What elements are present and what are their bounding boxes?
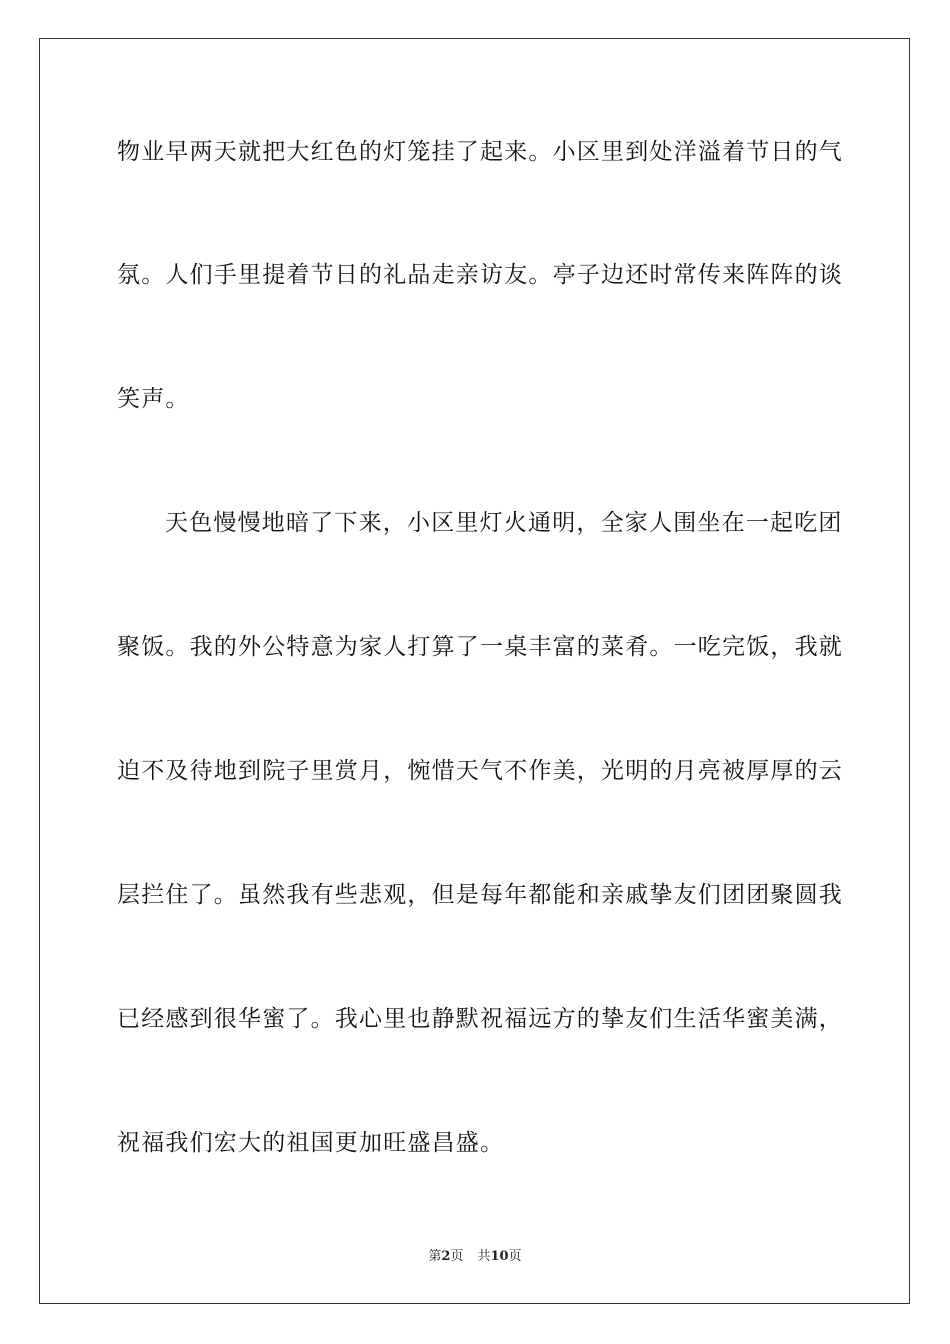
paragraph-2-line-6: 祝福我们宏大的祖国更加旺盛昌盛。 [117,1130,505,1156]
paragraph-2-line-3: 迫不及待地到院子里赏月，惋惜天气不作美，光明的月亮被厚厚的云 [117,758,843,784]
footer-total-pages: 10 [490,1249,509,1264]
page-footer [0,1248,950,1266]
paragraph-1-line-2: 氛。人们手里提着节日的礼品走亲访友。亭子边还时常传来阵阵的谈 [117,262,843,288]
paragraph-1-line-1: 物业早两天就把大红色的灯笼挂了起来。小区里到处洋溢着节日的气 [117,139,843,165]
paragraph-2-line-5: 已经感到很华蜜了。我心里也静默祝福远方的挚友们生活华蜜美满， [117,1006,843,1032]
paragraph-1-line-3: 笑声。 [117,386,190,412]
paragraph-2-line-4: 层拦住了。虽然我有些悲观，但是每年都能和亲戚挚友们团团聚圆我 [117,882,843,908]
footer-page-suffix: 页 [450,1249,464,1264]
paragraph-2-line-1: 天色慢慢地暗了下来，小区里灯火通明，全家人围坐在一起吃团 [165,510,843,536]
page-border [39,38,910,1304]
footer-total-prefix: 共 [477,1249,491,1264]
footer-page-number: 2 [441,1249,451,1264]
footer-page-prefix: 第 [428,1249,442,1264]
paragraph-2-line-2: 聚饭。我的外公特意为家人打算了一桌丰富的菜肴。一吃完饭，我就 [117,634,843,660]
footer-total-suffix: 页 [508,1249,522,1264]
